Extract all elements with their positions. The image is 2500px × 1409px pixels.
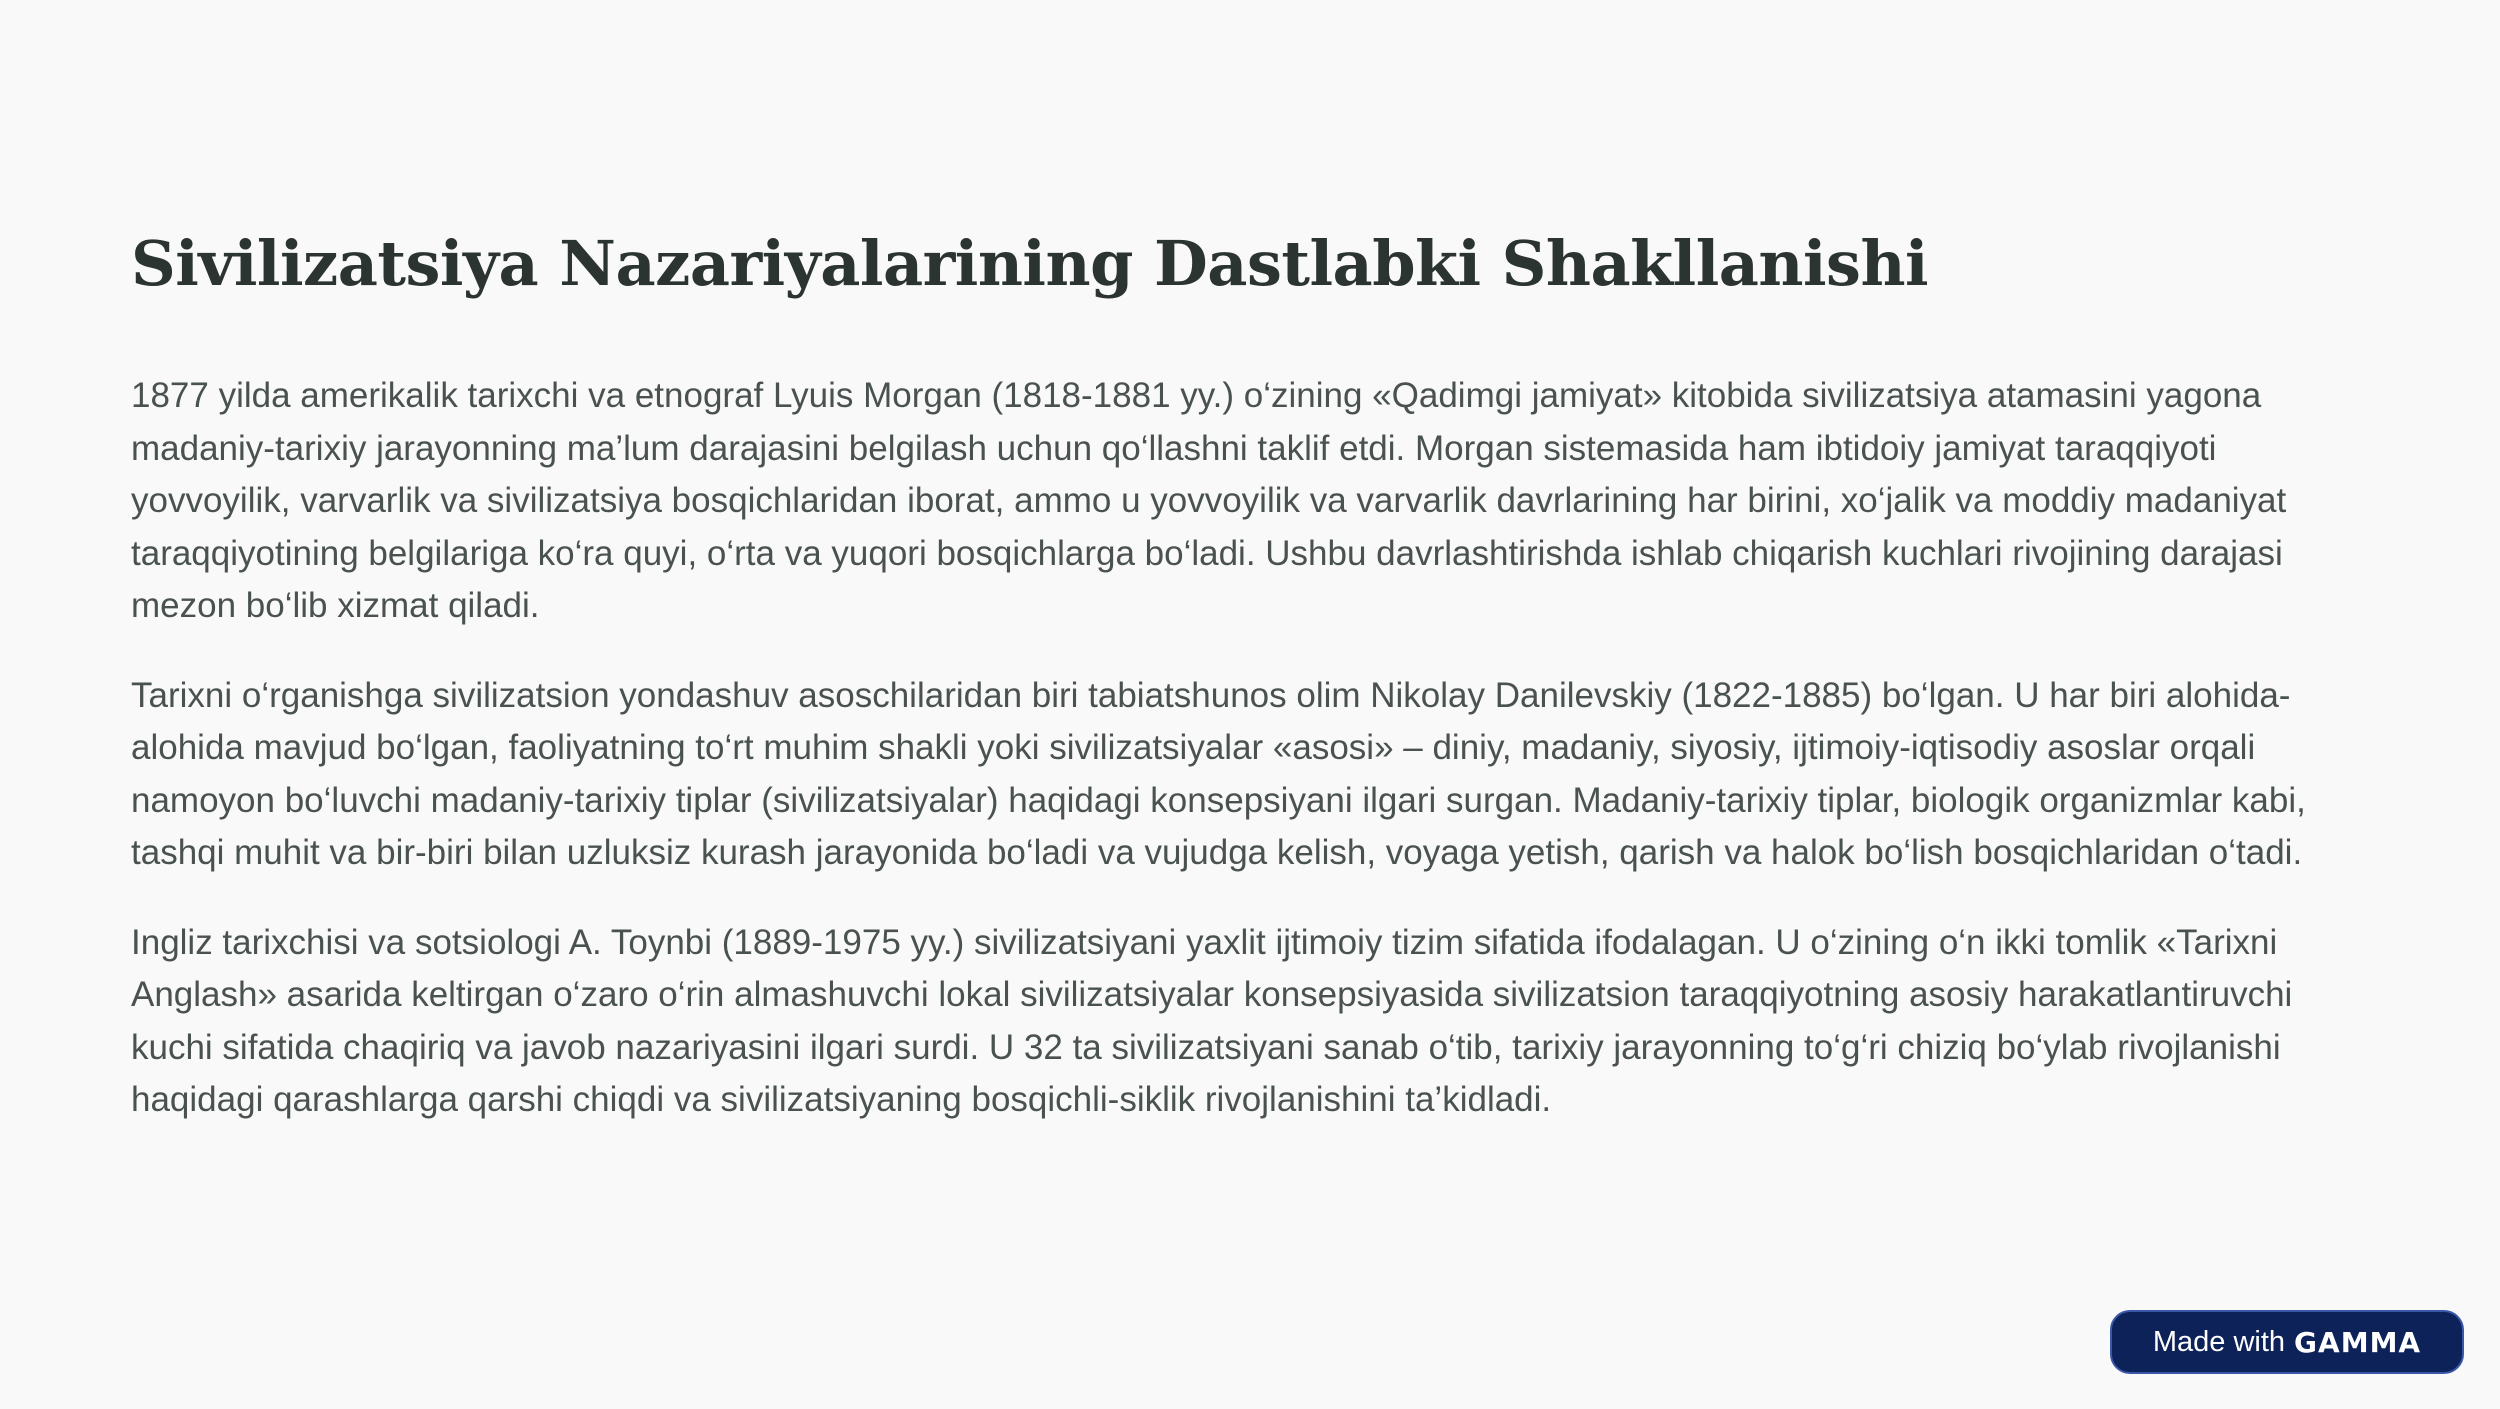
paragraph-morgan: 1877 yilda amerikalik tarixchi va etnograf Lyuis Morgan (1818-1881 yy.) o‘zining «Qadimgi jamiyat» kitobida sivilizatsiya atamasini yagona madaniy-tarixiy jarayonning ma’lum darajasini belgilash uchun qo‘llashni taklif etdi. Morgan sistemasida ham ibtidoiy jamiyat taraqqiyoti yovvoyilik, varvarlik va sivilizatsiya bosqichlaridan iborat, ammo u yovvoyilik va varvarlik davrlarining har birini, xo‘jalik va moddiy madaniyat taraqqiyotining belgilariga ko‘ra quyi, o‘rta va yuqori bosqichlarga bo‘ladi. Ushbu davrlashtirishda ishlab chiqarish kuchlari rivojining darajasi mezon bo‘lib xizmat qiladi. (131, 376, 2287, 625)
paragraph-danilevskiy: Tarixni o‘rganishga sivilizatsion yondashuv asoschilaridan biri tabiatshunos olim Nikolay Danilevskiy (1822-1885) bo‘lgan. U har biri alohida-alohida mavjud bo‘lgan, faoliyatning to‘rt muhim shakli yoki sivilizatsiyalar «asosi» – diniy, madaniy, siyosiy, ijtimoiy-iqtisodiy asoslar orqali namoyon bo‘luvchi madaniy-tarixiy tiplar (sivilizatsiyalar) haqidagi konsepsiyani ilgari surgan. Madaniy-tarixiy tiplar, biologik organizmlar kabi, tashqi muhit va bir-biri bilan uzluksiz kurash jarayonida bo‘ladi va vujudga kelish, voyaga yetish, qarish va halok bo‘lish bosqichlaridan o‘tadi. (131, 675, 2306, 872)
gamma-logo: GAMMA (2294, 1325, 2422, 1359)
slide-title: Sivilizatsiya Nazariyalarining Dastlabki Shakllanishi (131, 227, 1929, 300)
made-with-label: Made with (2152, 1325, 2286, 1358)
paragraph-toynbi: Ingliz tarixchisi va sotsiologi A. Toynbi (1889-1975 yy.) sivilizatsiyani yaxlit ijtimoiy tizim sifatida ifodalagan. U o‘zining o‘n ikki tomlik «Tarixni Anglash» asarida keltirgan o‘zaro o‘rin almashuvchi lokal sivilizatsiyalar konsepsiyasida sivilizatsion taraqqiyotning asosiy harakatlantiruvchi kuchi sifatida chaqiriq va javob nazariyasini ilgari surdi. U 32 ta sivilizatsiyani sanab o‘tib, tarixiy jarayonning to‘g‘ri chiziq bo‘ylab rivojlanishi haqidagi qarashlarga qarshi chiqdi va sivilizatsiyaning bosqichli-siklik rivojlanishini ta’kidladi. (131, 922, 2293, 1119)
made-with-gamma-button[interactable] (2110, 1310, 2464, 1374)
slide-content (131, 222, 2371, 1127)
